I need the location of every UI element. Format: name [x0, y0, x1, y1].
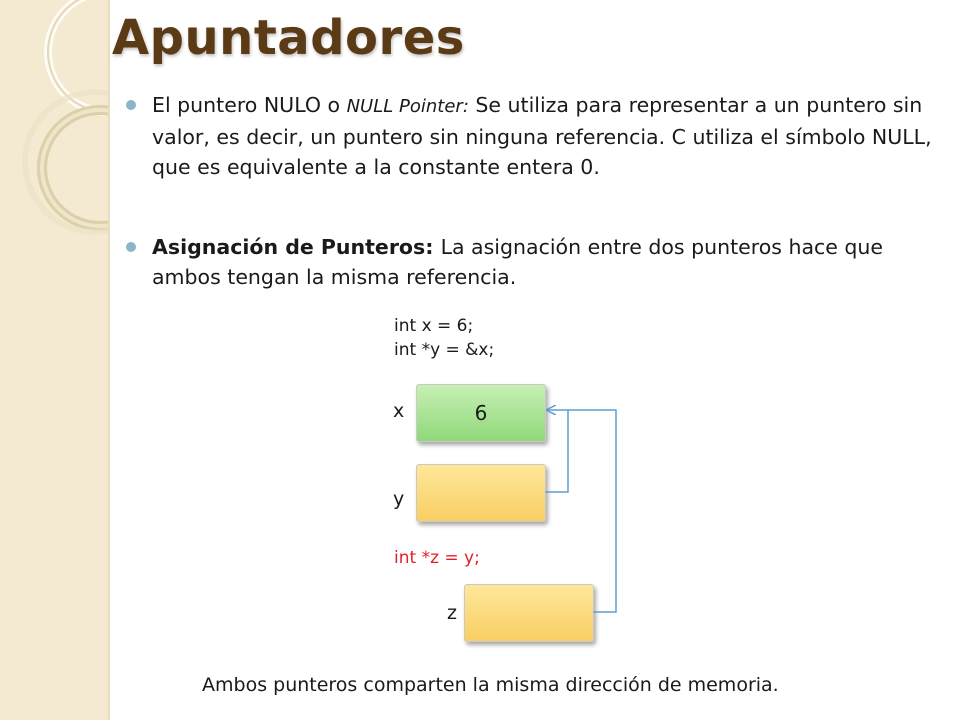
arrow-y-to-x: [545, 410, 568, 492]
diagram-caption: Ambos punteros comparten la misma dirección de memoria.: [202, 674, 779, 696]
label-z: z: [447, 602, 457, 624]
code-line: int *y = &x;: [394, 340, 495, 360]
bullet-text-italic: NULL Pointer:: [346, 96, 469, 117]
bullet-text-part: Se utiliza para representar a un puntero sin valor, es decir, un puntero sin ninguna referencia. C utiliza el símbolo NULL, que es equivalente a la constante entera 0.: [152, 93, 932, 179]
box-x-value: 6: [474, 401, 488, 425]
label-y: y: [393, 488, 405, 510]
code-line: int x = 6;: [394, 316, 474, 336]
code-line-red: int *z = y;: [394, 548, 480, 568]
slide-title: Apuntadores: [112, 10, 465, 66]
bullet-text-part: La asignación entre dos punteros hace que ambos tengan la misma referencia.: [152, 235, 884, 289]
bullet-text-bold: Asignación de Punteros:: [152, 235, 441, 259]
arrow-z-to-x: [568, 410, 616, 612]
label-x: x: [393, 400, 405, 422]
bullet-text-part: El puntero NULO o: [152, 93, 347, 117]
